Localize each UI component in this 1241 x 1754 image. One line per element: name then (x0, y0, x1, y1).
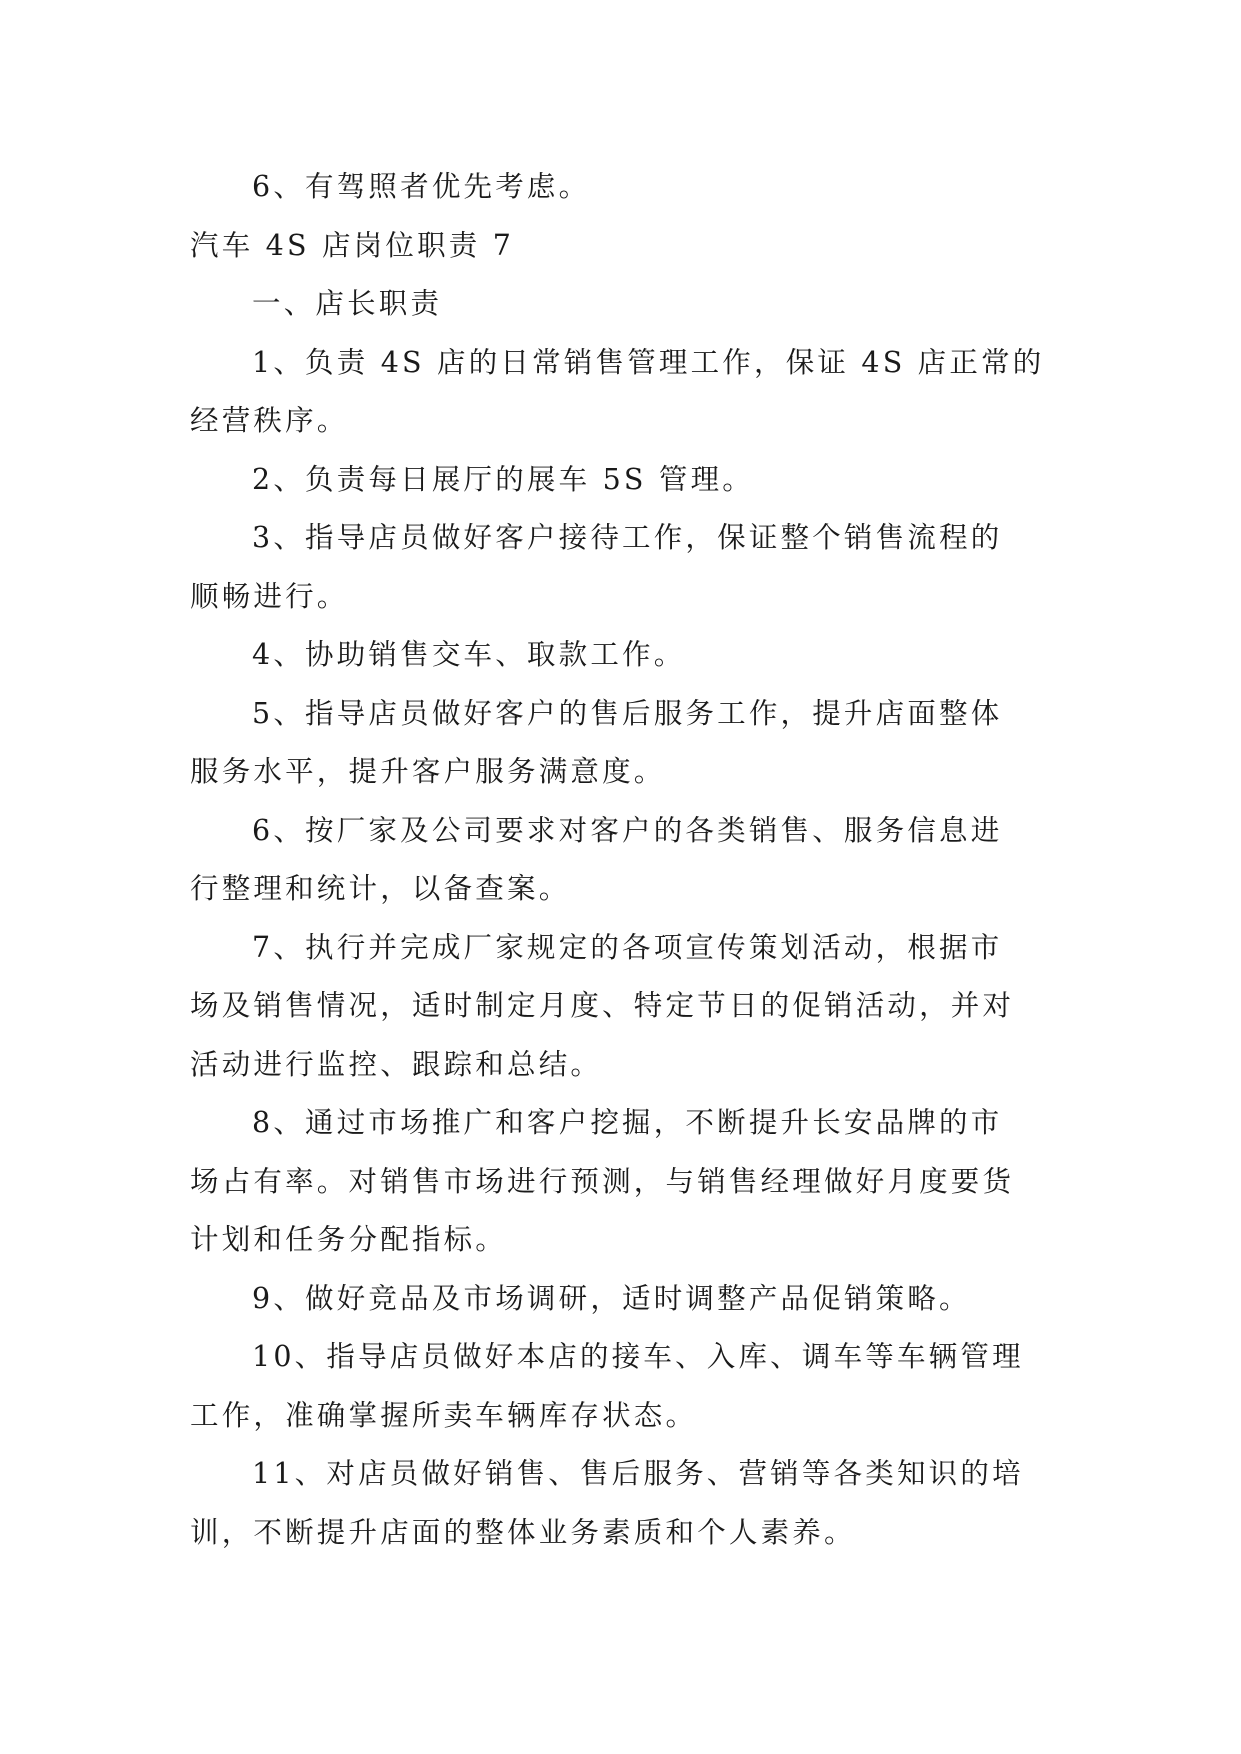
paragraph-line: 8、通过市场推广和客户挖掘，不断提升长安品牌的市 (252, 1106, 1003, 1139)
paragraph-line: 4、协助销售交车、取款工作。 (252, 638, 686, 671)
paragraph-line: 训，不断提升店面的整体业务素质和个人素养。 (190, 1515, 856, 1549)
paragraph-line: 计划和任务分配指标。 (190, 1223, 508, 1256)
paragraph-line: 3、指导店员做好客户接待工作，保证整个销售流程的 (252, 521, 1003, 554)
paragraph-line: 10、指导店员做好本店的接车、入库、调车等车辆管理 (252, 1340, 1024, 1373)
paragraph-line: 7、执行并完成厂家规定的各项宣传策划活动，根据市 (252, 930, 1003, 964)
section-heading: 汽车 4S 店岗位职责 7 (190, 228, 515, 262)
paragraph-line: 行整理和统计，以备查案。 (190, 872, 571, 905)
paragraph-line: 6、按厂家及公司要求对客户的各类销售、服务信息进 (252, 813, 1003, 847)
paragraph-line: 顺畅进行。 (190, 579, 349, 613)
paragraph-line: 活动进行监控、跟踪和总结。 (190, 1047, 603, 1081)
paragraph-line: 1、负责 4S 店的日常销售管理工作，保证 4S 店正常的 (252, 345, 1045, 379)
paragraph-line: 服务水平，提升客户服务满意度。 (190, 755, 666, 788)
paragraph-line: 经营秩序。 (190, 404, 349, 437)
paragraph-line: 11、对店员做好销售、售后服务、营销等各类知识的培 (252, 1457, 1024, 1490)
list-item-6-driving-license: 6、有驾照者优先考虑。 (252, 170, 591, 203)
subsection-heading: 一、店长职责 (252, 287, 443, 320)
paragraph-line: 场及销售情况，适时制定月度、特定节日的促销活动，并对 (190, 989, 1015, 1022)
paragraph-line: 2、负责每日展厅的展车 5S 管理。 (252, 462, 755, 496)
paragraph-line: 场占有率。对销售市场进行预测，与销售经理做好月度要货 (190, 1164, 1015, 1198)
paragraph-line: 9、做好竞品及市场调研，适时调整产品促销策略。 (252, 1281, 971, 1315)
paragraph-line: 5、指导店员做好客户的售后服务工作，提升店面整体 (252, 696, 1003, 730)
paragraph-line: 工作，准确掌握所卖车辆库存状态。 (190, 1398, 698, 1432)
document-body (190, 158, 1060, 1562)
